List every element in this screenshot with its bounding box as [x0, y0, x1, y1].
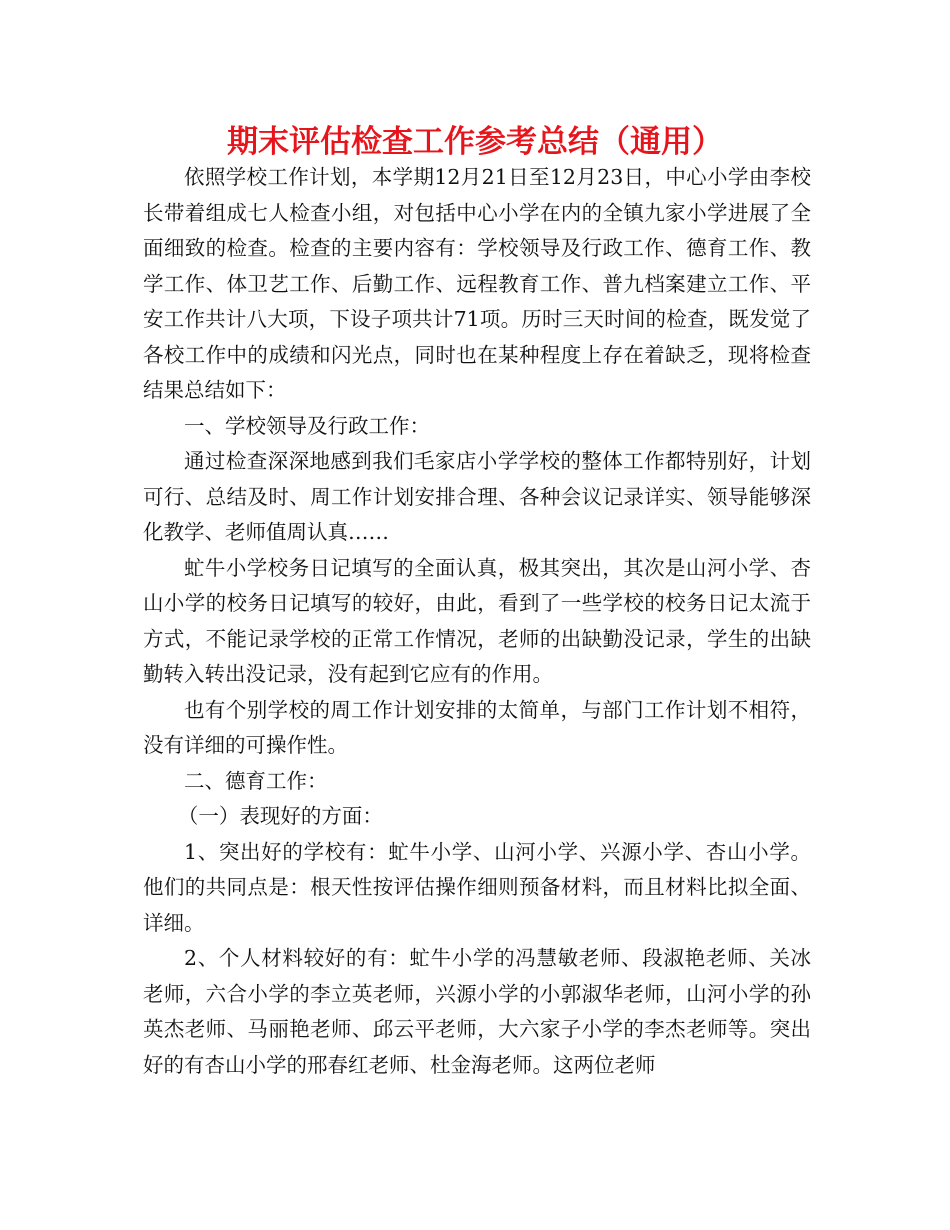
- section-heading-leadership: 一、学校领导及行政工作：: [184, 413, 430, 438]
- paragraph-school-diary: 虻牛小学校务日记填写的全面认真，极其突出，其次是山河小学、杏山小学的校务日记填写的较好，由此，看到了一些学校的校务日记太流于方式，不能记录学校的正常工作情况，老师的出缺勤没记录，学生的出缺勤转入转出没记录，没有起到它应有的作用。: [143, 555, 811, 686]
- paragraph-individual-materials: 2、个人材料较好的有：虻牛小学的冯慧敏老师、段淑艳老师、关冰老师，六合小学的李立英老师，兴源小学的小郭淑华老师，山河小学的孙英杰老师、马丽艳老师、邱云平老师，大六家子小学的李杰老师等。突出好的有杏山小学的邢春红老师、杜金海老师。这两位老师: [143, 946, 811, 1077]
- section-heading-moral-education: 二、德育工作：: [184, 768, 328, 793]
- paragraph-weekly-plan: 也有个别学校的周工作计划安排的太简单，与部门工作计划不相符，没有详细的可操作性。: [143, 697, 811, 757]
- subsection-heading-good-aspects: （一）表现好的方面：: [177, 804, 383, 828]
- paragraph-intro: 依照学校工作计划，本学期12月21日至12月23日，中心小学由李校长带着组成七人检查小组，对包括中心小学在内的全镇九家小学进展了全面细致的检查。检查的主要内容有：学校领导及行政工作、德育工作、教学工作、体卫艺工作、后勤工作、远程教育工作、普九档案建立工作、平安工作共计八大项，下设子项共计71项。历时三天时间的检查，既发觉了各校工作中的成绩和闪光点，同时也在某种程度上存在着缺乏，现将检查结果总结如下：: [143, 165, 811, 402]
- paragraph-outstanding-schools: 1、突出好的学校有：虻牛小学、山河小学、兴源小学、杏山小学。他们的共同点是：根天性按评估操作细则预备材料，而且材料比拟全面、详细。: [143, 839, 811, 935]
- paragraph-leadership-summary: 通过检查深深地感到我们毛家店小学学校的整体工作都特别好，计划可行、总结及时、周工作计划安排合理、各种会议记录详实、领导能够深化教学、老师值周认真……: [143, 449, 811, 544]
- document-body: [143, 160, 811, 1083]
- document-title: 期末评估检查工作参考总结（通用）: [227, 124, 723, 160]
